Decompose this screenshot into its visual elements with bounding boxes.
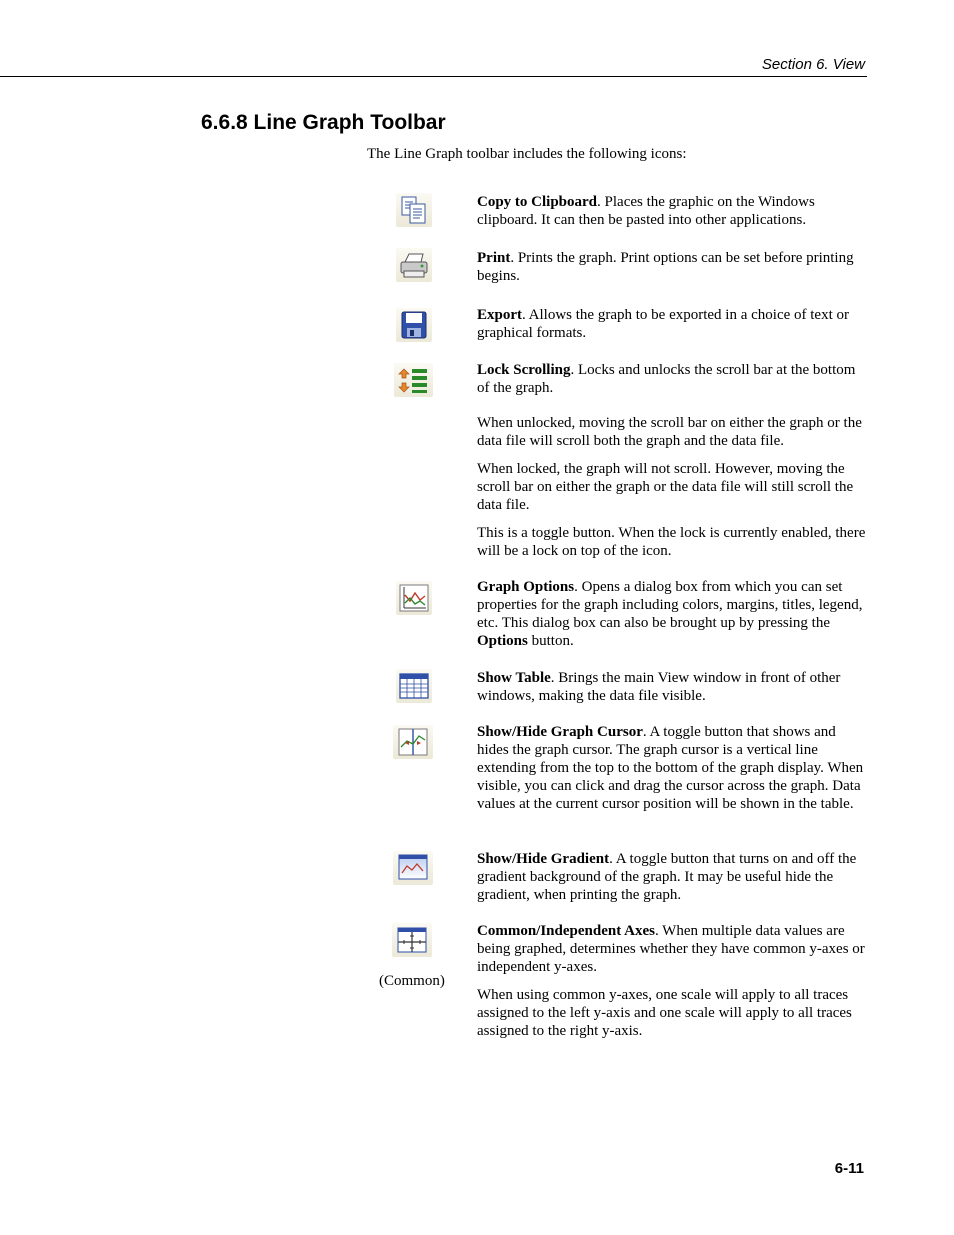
entry-title: Show Table [477,670,551,686]
graph-options-icon[interactable] [396,581,432,615]
lock-scrolling-icon[interactable] [394,363,433,397]
entry-title: Print [477,250,511,266]
entry-text: . Brings the main View window in front of other windows, making the data file visible. [477,670,841,704]
running-header: Section 6. View [761,56,865,73]
entry-text: . Prints the graph. Print options can be set before printing begins. [477,250,854,284]
entry-title: Common/Independent Axes [477,923,655,939]
section-heading: 6.6.8 Line Graph Toolbar [201,111,446,134]
entry-description [477,578,870,660]
options-keyword: Options [477,633,528,649]
entry-description [477,723,870,823]
paragraph: When locked, the graph will not scroll. However, moving the scroll bar on either the graph or the data file will still scroll the data file. [477,461,854,513]
entry-text-after: button. [527,633,574,649]
intro-text: The Line Graph toolbar includes the following icons: [367,146,687,162]
entry-title: Show/Hide Graph Cursor [477,724,643,740]
paragraph: This is a toggle button. When the lock is currently enabled, there will be a lock on top of the icon. [477,525,866,559]
entry-description [477,669,870,715]
entry-title: Graph Options [477,579,575,595]
gradient-icon[interactable] [393,851,433,885]
floppy-disk-icon[interactable] [396,308,432,342]
printer-icon[interactable] [396,248,432,282]
entry-description [477,306,870,352]
paragraph: When unlocked, moving the scroll bar on either the graph or the data file will scroll both the graph and the data file. [477,415,862,449]
entry-description [477,193,870,239]
copy-icon[interactable] [396,193,432,227]
entry-title: Lock Scrolling [477,362,571,378]
entry-text: . A toggle button that shows and hides the graph cursor. The graph cursor is a vertical line extending from the top to the bottom of the graph display. When visible, you can click and drag the cursor across the graph. Data values at the current cursor position will be shown in the table. [477,724,864,812]
icon-caption: (Common) [379,973,445,989]
entry-text: . Opens a dialog box from which you can set properties for the graph including colors, margins, titles, legend, etc. This dialog box can also be brought up by pressing the [477,579,863,631]
entry-title: Copy to Clipboard [477,194,598,210]
entry-description [477,249,870,295]
entry-description [477,850,870,914]
table-icon[interactable] [396,669,432,703]
entry-text: . When multiple data values are being graphed, determines whether they have common y-axes or independent y-axes. [477,923,865,975]
entry-text: . A toggle button that turns on and off the gradient background of the graph. It may be useful hide the gradient, when printing the graph. [477,851,857,903]
entry-description [477,922,870,1050]
entry-title: Export [477,307,522,323]
entry-title: Show/Hide Gradient [477,851,610,867]
entry-text: . Allows the graph to be exported in a choice of text or graphical formats. [477,307,849,341]
paragraph: When using common y-axes, one scale will apply to all traces assigned to the left y-axis and one scale will apply to all traces assigned to the right y-axis. [477,987,852,1039]
graph-cursor-icon[interactable] [393,725,433,759]
header-rule [0,76,867,77]
entry-text: . Places the graphic on the Windows clipboard. It can then be pasted into other applications. [477,194,815,228]
common-axes-icon[interactable] [392,923,432,957]
page-number: 6-11 [834,1160,864,1177]
entry-description [477,361,870,570]
entry-text: . Locks and unlocks the scroll bar at the bottom of the graph. [477,362,856,396]
